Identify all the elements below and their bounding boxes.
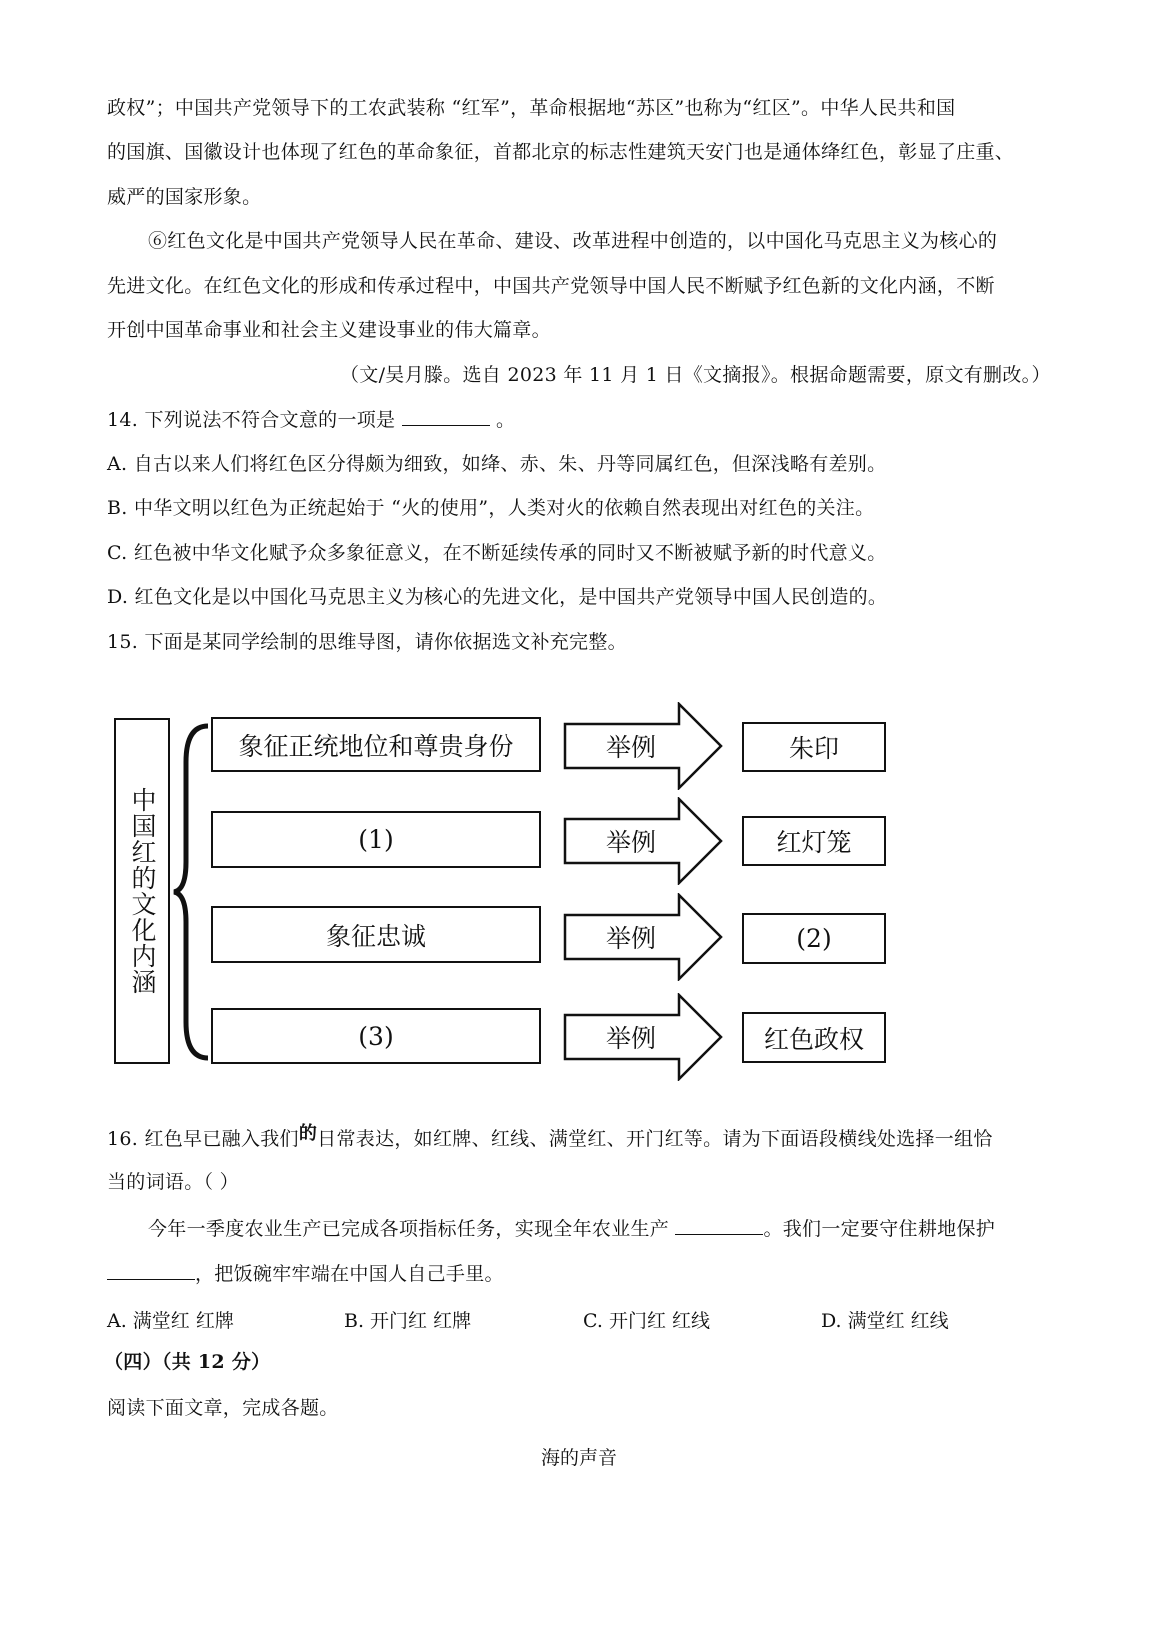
q16-blank-2[interactable] <box>107 1261 195 1280</box>
example-box-2-label: 红灯笼 <box>776 828 852 857</box>
paragraph-5-line-3: 威严的国家形象。 <box>107 186 262 208</box>
meaning-box-3 <box>211 906 541 963</box>
q14-option-b: B. 中华文明以红色为正统起始于 “火的使用”，人类对火的依赖自然表现出对红色的关注。 <box>107 497 875 519</box>
example-box-2 <box>742 816 886 866</box>
section-4-heading: （四）（共 12 分） <box>104 1351 271 1373</box>
q15-stem: 15. 下面是某同学绘制的思维导图，请你依据选文补充完整。 <box>107 631 627 653</box>
q16-stem-de: 的 <box>298 1123 318 1144</box>
q16-blank-1[interactable] <box>675 1216 763 1235</box>
meaning-box-1 <box>211 717 541 772</box>
q14-option-d: D. 红色文化是以中国化马克思主义为核心的先进文化，是中国共产党领导中国人民创造的。 <box>107 586 888 608</box>
q14-stem-text: 14. 下列说法不符合文意的一项是 <box>107 409 396 431</box>
meaning-box-4-label: (3) <box>358 1021 394 1051</box>
article-title: 海的声音 <box>540 1447 617 1469</box>
example-box-1 <box>742 722 886 772</box>
example-arrow-4 <box>563 993 725 1081</box>
paragraph-6-line-3: 开创中国革命事业和社会主义建设事业的伟大篇章。 <box>107 319 551 341</box>
q14-option-a: A. 自古以来人们将红色区分得颇为细致，如绛、赤、朱、丹等同属红色，但深浅略有差别。 <box>107 453 887 475</box>
q16-stem-text-a: 16. 红色早已融入我们 <box>107 1128 299 1150</box>
q16-option-c: C. 开门红 红线 <box>583 1310 710 1332</box>
q16-paragraph-text-b: 。我们一定要守住耕地保护 <box>763 1218 996 1240</box>
q14-answer-blank[interactable] <box>402 407 490 426</box>
source-citation: （文/吴月滕。选自 2023 年 11 月 1 日《文摘报》。根据命题需要，原文有删改。） <box>340 364 1051 386</box>
meaning-box-4 <box>211 1008 541 1064</box>
meaning-box-2-label: (1) <box>358 825 394 854</box>
example-arrow-2-label: 举例 <box>605 828 656 857</box>
q16-option-d: D. 满堂红 红线 <box>821 1310 949 1332</box>
example-arrow-4-label: 举例 <box>605 1024 656 1053</box>
q16-paragraph-line-1 <box>148 1216 995 1241</box>
meaning-box-1-label: 象征正统地位和尊贵身份 <box>238 731 514 761</box>
example-arrow-1-label: 举例 <box>605 733 656 762</box>
q16-paragraph-text-a: 今年一季度农业生产已完成各项指标任务，实现全年农业生产 <box>148 1218 676 1240</box>
q14-stem <box>107 407 515 432</box>
paragraph-5-line-1: 政权”；中国共产党领导下的工农武装称 “红军”，革命根据地“苏区”也称为“红区”。中华人民共和国 <box>107 97 956 119</box>
example-box-1-label: 朱印 <box>788 734 839 763</box>
example-arrow-3-label: 举例 <box>605 924 656 953</box>
example-box-3-label: (2) <box>796 924 832 953</box>
q16-option-b: B. 开门红 红牌 <box>344 1310 472 1332</box>
example-arrow-3 <box>563 893 725 981</box>
mind-map-root-label: 中国红的文化内涵 <box>128 787 157 995</box>
q16-stem-line-1 <box>107 1123 993 1152</box>
paragraph-6-line-2: 先进文化。在红色文化的形成和传承过程中，中国共产党领导中国人民不断赋予红色新的文化内涵，不断 <box>107 275 995 297</box>
curly-brace-icon <box>172 722 212 1062</box>
q14-stem-end: 。 <box>496 409 516 431</box>
q16-paragraph-text-c: ，把饭碗牢牢端在中国人自己手里。 <box>195 1263 504 1285</box>
paragraph-5-line-2: 的国旗、国徽设计也体现了红色的革命象征，首都北京的标志性建筑天安门也是通体绛红色，彰显了庄重、 <box>107 141 1015 163</box>
q16-stem-line-2: 当的词语。（ ） <box>107 1171 239 1193</box>
q16-option-a: A. 满堂红 红牌 <box>107 1310 234 1332</box>
section-4-instruction: 阅读下面文章，完成各题。 <box>107 1397 339 1419</box>
meaning-box-3-label: 象征忠诚 <box>325 921 426 951</box>
example-box-4-label: 红色政权 <box>763 1024 864 1054</box>
mind-map-root-box <box>114 718 170 1064</box>
example-box-4 <box>742 1012 886 1063</box>
example-box-3 <box>742 913 886 964</box>
q16-stem-text-b: 日常表达，如红牌、红线、满堂红、开门红等。请为下面语段横线处选择一组恰 <box>317 1128 993 1150</box>
example-arrow-2 <box>563 797 725 885</box>
example-arrow-1 <box>563 702 725 790</box>
paragraph-6-line-1: ⑥红色文化是中国共产党领导人民在革命、建设、改革进程中创造的，以中国化马克思主义为核心的 <box>148 230 998 252</box>
q14-option-c: C. 红色被中华文化赋予众多象征意义，在不断延续传承的同时又不断被赋予新的时代意义。 <box>107 542 887 564</box>
meaning-box-2 <box>211 811 541 868</box>
q16-paragraph-line-2 <box>107 1261 504 1286</box>
